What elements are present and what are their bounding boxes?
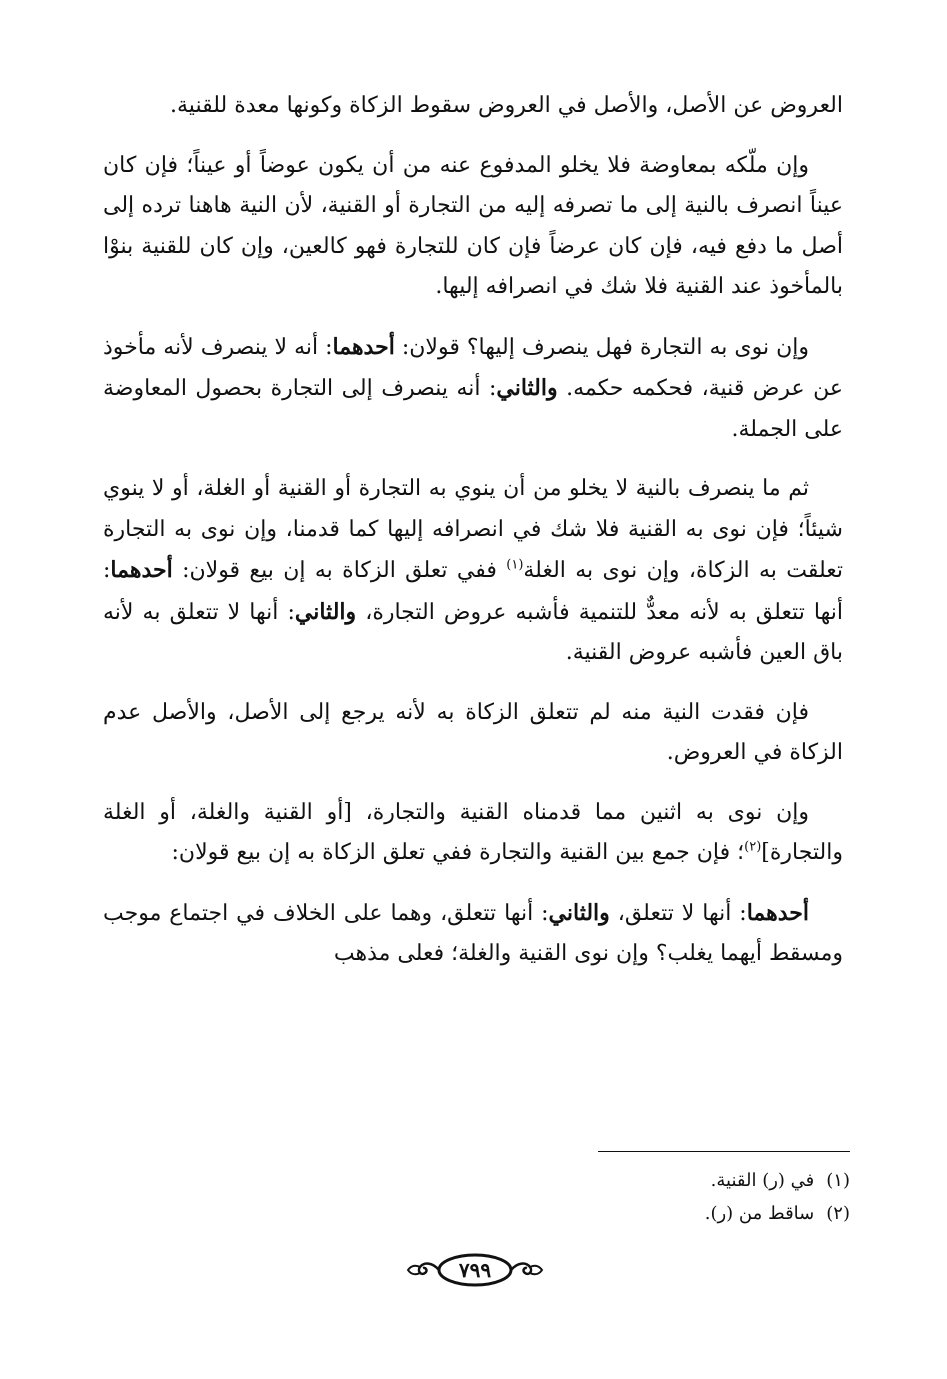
footnote-1-text: في (ر) القنية.: [710, 1170, 815, 1191]
footnotes: [560, 1164, 850, 1230]
main-text: [103, 86, 843, 975]
page-number: ٧٩٩: [458, 1258, 492, 1282]
paragraph-7-text-a: : أنها لا تتعلق،: [609, 900, 747, 926]
paragraph-7-bold-first: أحدهما: [746, 899, 809, 926]
paragraph-3-text-a: وإن نوى به التجارة فهل ينصرف إليها؟ قولان:: [394, 334, 809, 360]
paragraph-4-bold-first: أحدهما: [110, 557, 173, 583]
paragraph-3-text-d: : أنه ينصرف إلى التجارة بحصول المعاوضة على الجملة.: [103, 376, 843, 442]
paragraph-7-bold-second: والثاني: [548, 899, 610, 926]
paragraph-3-bold-first: أحدهما: [332, 333, 395, 360]
paragraph-5: فإن فقدت النية منه لم تتعلق الزكاة به لأنه يرجع إلى الأصل، والأصل عدم الزكاة في العروض.: [103, 699, 843, 765]
page-number-ornament: [404, 1250, 546, 1290]
footnote-2-text: ساقط من (ر).: [704, 1203, 815, 1224]
paragraph-3-text-c: : أنه لا ينصرف لأنه مأخوذ عن عرض قنية، فحكمه حكمه.: [103, 334, 843, 401]
footnote-1: [560, 1164, 850, 1197]
footnote-2: [560, 1197, 850, 1230]
footnote-2-number: (٢): [826, 1203, 850, 1224]
footnote-divider: [598, 1151, 850, 1152]
paragraph-7-text-c: : أنها تتعلق، وهما على الخلاف في اجتماع موجب ومسقط أيهما يغلب؟ وإن نوى القنية والغلة؛ فعلى مذهب: [103, 900, 843, 966]
paragraph-6-text-a: وإن نوى به اثنين مما قدمناه القنية والتجارة، [أو القنية والغلة، أو الغلة والتجارة]: [103, 799, 843, 865]
paragraph-7: [103, 893, 843, 975]
paragraph-4-text-a: ثم ما ينصرف بالنية لا يخلو من أن ينوي به التجارة أو القنية أو الغلة، أو لا ينوي شيئاً؛ فإن نوى به القنية فلا شك في انصرافه إليها كما قدمنا، وإن نوى به التجارة تعلقت به الزكاة، وإن نوى به الغلة: [103, 476, 843, 583]
paragraph-4-bold-second: والثاني: [294, 598, 357, 625]
paragraph-4-text-c: : أنها تتعلق به لأنه معدٌّ للتنمية فأشبه عروض التجارة،: [103, 558, 843, 625]
paragraph-3-bold-second: والثاني: [496, 375, 558, 401]
paragraph-3: [103, 327, 843, 451]
paragraph-6-text-b: ؛ فإن جمع بين القنية والتجارة ففي تعلق الزكاة به إن بيع قولان:: [171, 840, 745, 865]
paragraph-6: [103, 793, 843, 874]
footnote-ref-2[interactable]: (٢): [744, 839, 762, 855]
paragraph-4-text-d: : أنها لا تتعلق به لأنه باق العين فأشبه عروض القنية.: [103, 599, 843, 665]
paragraph-1: العروض عن الأصل، والأصل في العروض سقوط الزكاة وكونها معدة للقنية.: [170, 93, 843, 118]
footnote-ref-1[interactable]: (١): [506, 557, 524, 573]
paragraph-4-text-b: ففي تعلق الزكاة به إن بيع قولان:: [172, 558, 507, 583]
paragraph-4: [103, 469, 843, 674]
paragraph-2: وإن ملّكه بمعاوضة فلا يخلو المدفوع عنه من أن يكون عوضاً أو عيناً؛ فإن كان عيناً انصرف بالنية إلى ما تصرفه إليه من التجارة أو القنية، لأن النية هاهنا ترده إلى أصل ما دفع فيه، فإن كان عرضاً فإن كان للتجارة فهو كالعين، وإن كان للقنية بنوْا بالمأخوذ عند القنية فلا شك في انصرافه إليها.: [103, 152, 843, 299]
footnote-1-number: (١): [826, 1170, 850, 1191]
